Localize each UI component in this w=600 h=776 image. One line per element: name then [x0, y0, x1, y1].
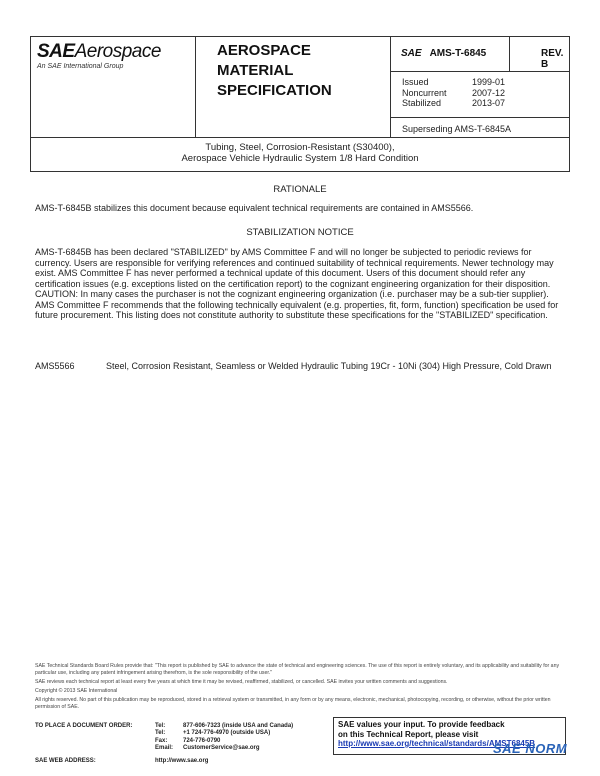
stabilized-value: 2013-07: [472, 98, 506, 108]
rights-notice: All rights reserved. No part of this publication may be reproduced, stored in a retrieval system or transmitted, in any form or by any means, electronic, mechanical, photocopying, recording, or otherwise, without the prior written permission of SAE.: [35, 697, 551, 710]
logo-aerospace-text: Aerospace: [74, 41, 161, 62]
tel-label: Tel:: [155, 723, 166, 729]
footer-note: SAE Technical Standards Board Rules provide that: "This report is published by SAE to advance the state of technical and engineering sciences. The use of this report is entirely voluntary, and its applicability and suitability for any particular use, including any patent infringement arising therefrom, is the sole responsibility of the user.": [35, 663, 560, 676]
feedback-link[interactable]: http://www.sae.org/technical/standards/AMST6845B: [338, 739, 536, 748]
feedback-text: on this Technical Report, please visit: [338, 729, 479, 739]
reference-description: Steel, Corrosion Resistant, Seamless or Welded Hydraulic Tubing 19Cr - 10Ni (304) High Pressure, Cold Drawn: [106, 361, 552, 371]
email-value[interactable]: CustomerService@sae.org: [183, 745, 260, 752]
tel2-value: +1 724-776-4970 (outside USA): [183, 730, 271, 737]
stabilized-label: Stabilized: [402, 98, 442, 108]
fax-value: 724-776-0790: [183, 737, 221, 744]
superseding-note: Superseding AMS-T-6845A: [402, 124, 512, 134]
divider: [390, 117, 569, 118]
email-label: Email:: [155, 745, 174, 752]
doc-prefix: SAE: [401, 48, 422, 59]
divider: [390, 71, 569, 72]
copyright: Copyright © 2013 SAE International: [35, 688, 118, 694]
logo-subtitle: An SAE International Group: [37, 63, 124, 70]
title-line: Aerospace Vehicle Hydraulic System 1/8 Hard Condition: [181, 153, 419, 164]
stabilization-heading: STABILIZATION NOTICE: [246, 227, 354, 238]
footer-note: SAE reviews each technical report at least every five years at which time it may be revised, reaffirmed, stabilized, or cancelled. SAE invites your written comments and suggestions.: [35, 679, 448, 685]
noncurrent-label: Noncurrent: [402, 87, 447, 98]
web-label: SAE WEB ADDRESS:: [35, 758, 96, 764]
divider: [390, 37, 391, 137]
document-number: [401, 48, 486, 59]
document-header: [30, 36, 570, 138]
spec-type-title: [217, 41, 332, 101]
sae-norm-watermark: SAE NORM: [493, 741, 568, 756]
title-line: Tubing, Steel, Corrosion-Resistant (S30400),: [205, 142, 395, 153]
divider: [509, 37, 510, 71]
fax-label: Fax:: [155, 737, 168, 744]
issued-label: Issued: [402, 77, 429, 87]
doc-number-value: AMS-T-6845: [429, 48, 487, 59]
reference-code: AMS5566: [35, 361, 75, 371]
stabilization-text: AMS-T-6845B has been declared "STABILIZED" by AMS Committee F and will no longer be subjected to periodic reviews for currency. Users are responsible for verifying references and continued suitability of technical requirements. Newer technology may exist. AMS Committee F has never performed a technical update of this document. Users of this document should refer any certification issues (e.g. exceptions listed on the certification report) to the cognizant engineering organization for their disposition. CAUTION: In many cases the purchaser is not the cognizant engineering organization (i.e. purchaser may be a sub-tier supplier). AMS Committee F recommends that the following technically equivalent (e.g. properties, fit, form, function) specification be used for future procurement. This listing does not constitute authority to substitute these specifications for the "STABILIZED" specification.: [35, 247, 559, 320]
spec-title-line: AEROSPACE: [217, 42, 311, 59]
sae-aerospace-logo: [37, 41, 161, 63]
feedback-text: SAE values your input. To provide feedback: [338, 720, 505, 729]
web-address-link[interactable]: http://www.sae.org: [155, 758, 209, 764]
rationale-heading: RATIONALE: [273, 184, 327, 195]
spec-title-line: MATERIAL: [217, 62, 294, 79]
revision-label: REV. B: [541, 48, 564, 70]
document-title: [30, 138, 570, 172]
footer-notes: [35, 663, 565, 713]
order-info: [35, 723, 293, 753]
rationale-text: AMS-T-6845B stabilizes this document because equivalent technical requirements are contained in AMS5566.: [35, 203, 474, 213]
issued-value: 1999-01: [472, 77, 506, 87]
tel2-label: Tel:: [155, 730, 166, 737]
order-label: TO PLACE A DOCUMENT ORDER:: [35, 723, 133, 729]
divider: [195, 37, 196, 137]
logo-sae-text: SAE: [37, 41, 75, 62]
tel-value: 877-606-7323 (inside USA and Canada): [183, 723, 294, 729]
document-dates: [402, 77, 505, 109]
spec-title-line: SPECIFICATION: [217, 82, 332, 99]
noncurrent-value: 2007-12: [472, 87, 506, 98]
